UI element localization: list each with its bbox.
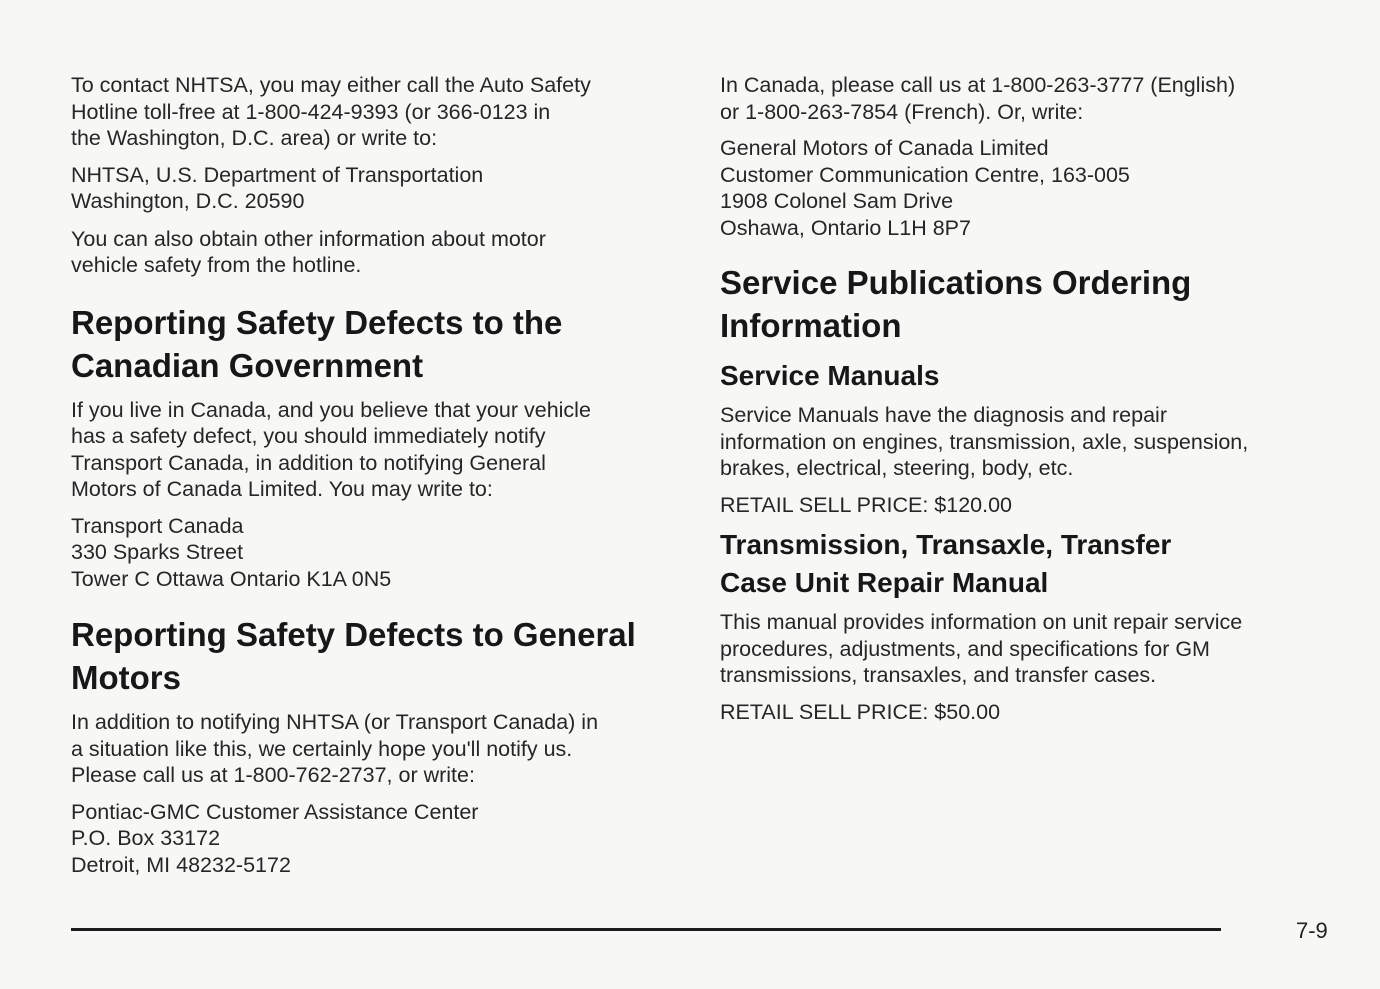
canada-defect-paragraph: If you live in Canada, and you believe that your vehicle has a safety defect, you should immediately notify Transport Canada, in addition to notifying General Motors of Canada Limited. You may write to:: [71, 397, 591, 501]
unit-repair-paragraph: This manual provides information on unit repair service procedures, adjustments, and specifications for GM transmissions, transaxles, and transfer cases.: [720, 610, 1243, 687]
heading-unit-repair-manual: Transmission, Transaxle, Transfer Case Unit Repair Manual: [720, 529, 1172, 598]
left-column: [71, 72, 679, 889]
canada-phone-paragraph: In Canada, please call us at 1-800-263-3777 (English) or 1-800-263-7854 (French). Or, write:: [720, 73, 1236, 124]
heading-canadian-government: Reporting Safety Defects to the Canadian Government: [71, 303, 563, 384]
footer-rule: [71, 928, 1221, 931]
service-manuals-price: RETAIL SELL PRICE: $120.00: [720, 492, 1012, 517]
heading-service-manuals: Service Manuals: [720, 360, 940, 391]
gmc-assistance-address: Pontiac-GMC Customer Assistance Center P.O. Box 33172 Detroit, MI 48232-5172: [71, 799, 479, 877]
gm-canada-address: General Motors of Canada Limited Customer Communication Centre, 163-005 1908 Colonel Sam Drive Oshawa, Ontario L1H 8P7: [720, 136, 1130, 240]
heading-service-publications: Service Publications Ordering Information: [720, 264, 1192, 344]
nhtsa-contact-paragraph: To contact NHTSA, you may either call the Auto Safety Hotline toll-free at 1-800-424-9393 (or 366-0123 in the Washington, D.C. area) or write to:: [71, 73, 591, 150]
hotline-info-paragraph: You can also obtain other information about motor vehicle safety from the hotline.: [71, 226, 546, 277]
right-column: [720, 72, 1330, 735]
nhtsa-address: NHTSA, U.S. Department of Transportation Washington, D.C. 20590: [71, 162, 484, 213]
page-number: 7-9: [1296, 918, 1328, 943]
gm-notify-paragraph: In addition to notifying NHTSA (or Transport Canada) in a situation like this, we certainly hope you'll notify us. Please call us at 1-800-762-2737, or write:: [71, 710, 599, 787]
transport-canada-address: Transport Canada 330 Sparks Street Tower C Ottawa Ontario K1A 0N5: [71, 513, 392, 591]
heading-general-motors: Reporting Safety Defects to General Motors: [71, 616, 636, 696]
service-manuals-paragraph: Service Manuals have the diagnosis and repair information on engines, transmission, axle, suspension, brakes, electrical, steering, body, etc.: [720, 403, 1249, 480]
unit-repair-price: RETAIL SELL PRICE: $50.00: [720, 699, 1001, 724]
